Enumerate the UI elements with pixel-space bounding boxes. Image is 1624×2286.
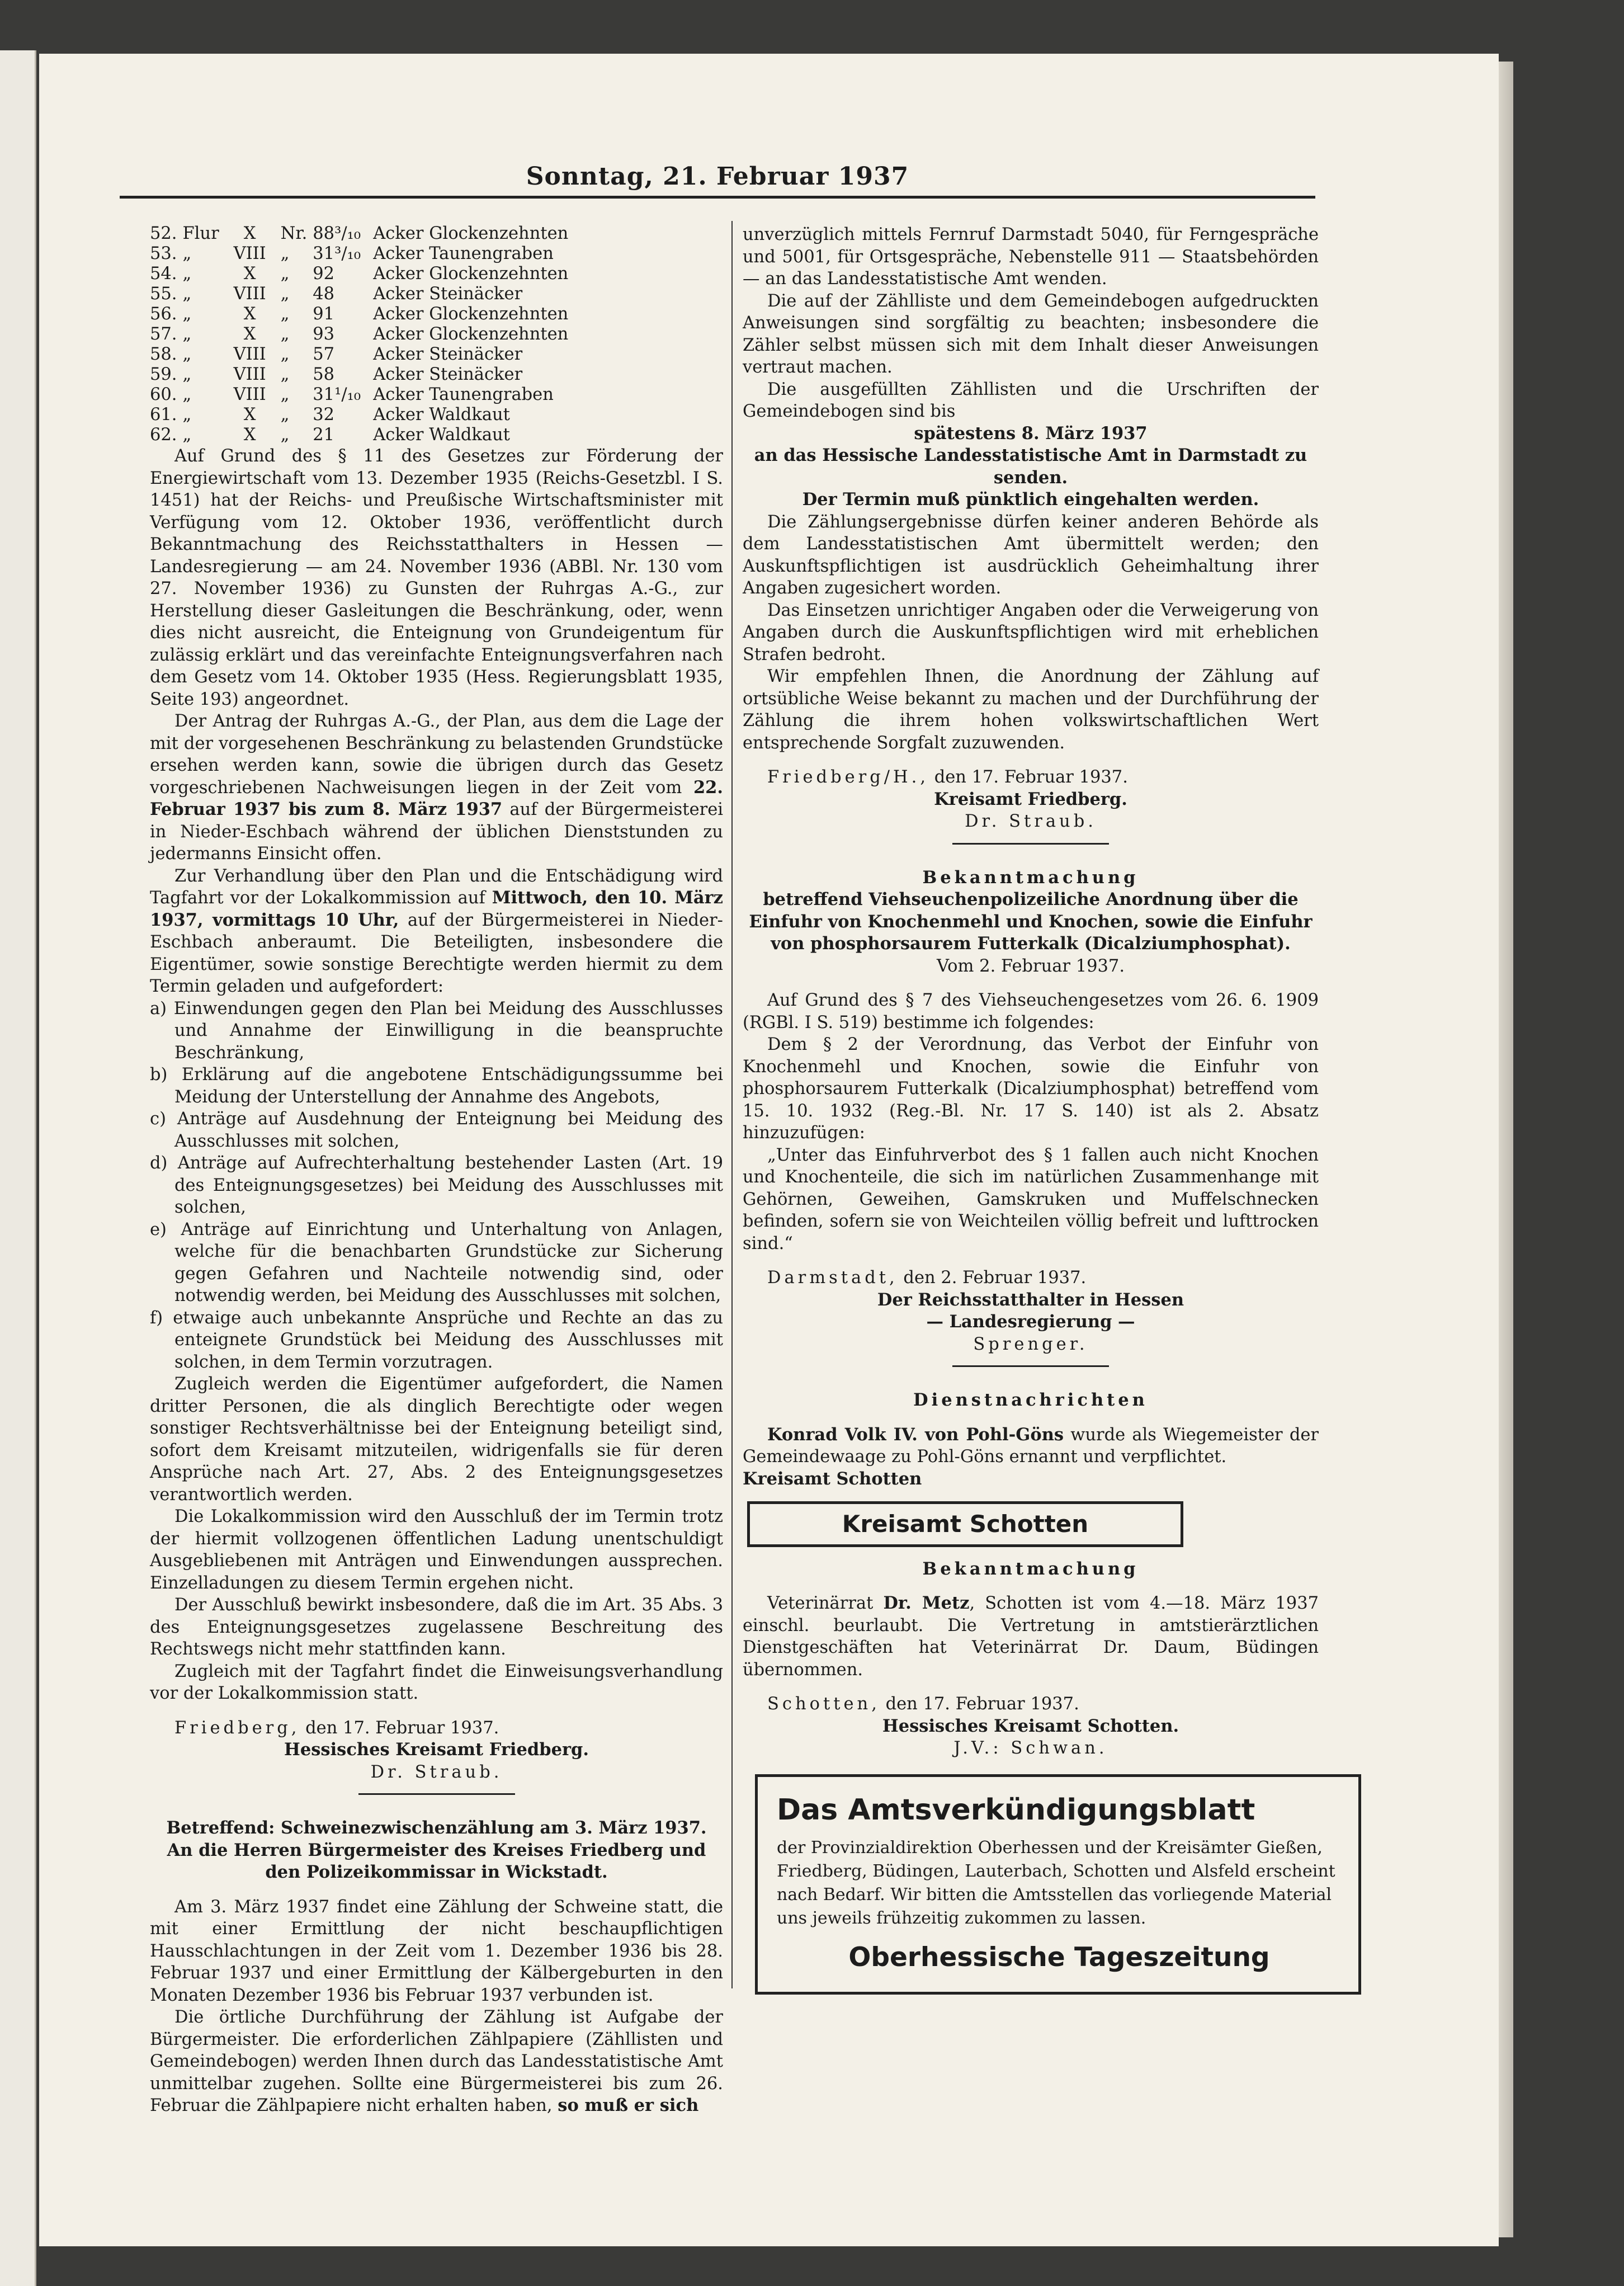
request-item: f) etwaige auch unbekannte Ansprüche und Rechte an das zu enteignete Grundstück bei Meidung des Ausschlusses mit solchen, in dem Termin vorzutragen.: [150, 1308, 723, 1372]
signature-date-line: Friedberg, den 17. Februar 1937.: [174, 1718, 499, 1738]
plot-lab: „: [280, 324, 290, 344]
notice-date: Vom 2. Februar 1937.: [936, 956, 1125, 976]
plot-sec: VIII: [233, 365, 266, 384]
plot-row: [150, 365, 574, 385]
plot-sec: VIII: [233, 284, 266, 304]
plot-flur: „: [182, 385, 192, 404]
plot-num: 31¹/₁₀: [313, 385, 361, 404]
paragraph-census-date: Am 3. März 1937 findet eine Zählung der Schweine statt, die mit einer Ermittlung der nicht beschaupflichtigen Hausschlachtungen in der Zeit vom 1. Dezember 1936 bis 28. Februar 1937 und einer Ermittlung der Kälbergeburten in den Monaten Dezember 1936 bis Februar 1937 verbunden ist.: [150, 1897, 723, 2005]
paragraph-amendment: Dem § 2 der Verordnung, das Verbot der Einfuhr von Knochenmehl und Knochen, sowie die Einfuhr von phosphorsaurem Futterkalk (Dicalziumphosphat) betreffend vom 15. 10. 1932 (Reg.-Bl. Nr. 17 S. 140) ist als 2. Absatz hinzuzufügen:: [743, 1035, 1319, 1143]
paragraph-owners: Zugleich werden die Eigentümer aufgefordert, die Namen dritter Personen, die als dinglich Berechtigte oder wegen sonstiger Rechtsverhältnisse bei der Enteignung beteiligt sind, sofort dem Kreisamt mitzuteilen, widrigenfalls sie für deren Ansprüche nach Art. 27, Abs. 2 des Enteignungsgesetzes verantwortlich werden.: [150, 1374, 723, 1505]
paragraph-commission: Die Lokalkommission wird den Ausschluß der im Termin trotz der hiermit vollzogenen öffentlichen Ladung unentschuldigt Ausgebliebenen mit Anträgen und Einwendungen aussprechen. Einzelladungen zu diesem Termin ergehen nicht.: [150, 1507, 723, 1593]
plot-desc: Acker Glockenzehnten: [373, 324, 569, 344]
plot-lab: „: [280, 405, 290, 425]
plot-sec: X: [243, 324, 256, 344]
plot-desc: Acker Glockenzehnten: [373, 224, 569, 243]
plot-sec: VIII: [233, 244, 266, 263]
plot-desc: Acker Taunengraben: [373, 244, 554, 263]
signature-office: Kreisamt Friedberg.: [934, 789, 1127, 809]
paragraph-penalties: Das Einsetzen unrichtiger Angaben oder die Verweigerung von Angaben durch die Auskunftspflichtigen wird mit erheblichen Strafen bedroht.: [743, 600, 1319, 664]
notice-title: Bekanntmachung: [922, 1558, 1139, 1579]
paragraph-leave: Veterinärrat Dr. Metz, Schotten ist vom 4.—18. März 1937 einschl. beurlaubt. Die Vertretung in amtstierärztlichen Dienstgeschäften hat Veterinärrat Dr. Daum, Büdingen übernommen.: [743, 1593, 1319, 1680]
plot-num: 88³/₁₀: [313, 224, 361, 243]
paragraph-deadline-intro: Die ausgefüllten Zähllisten und die Urschriften der Gemeindebogen sind bis: [743, 379, 1319, 421]
plot-sec: X: [243, 264, 256, 284]
plot-flur: „: [182, 284, 192, 304]
section-rule: [952, 843, 1109, 845]
plot-row: [150, 425, 574, 445]
plot-table: [150, 224, 574, 445]
deadline-date: spätestens 8. März 1937: [914, 423, 1148, 444]
plot-nr: 53.: [150, 244, 177, 263]
plot-row: [150, 324, 574, 345]
plot-lab: „: [280, 425, 290, 445]
plot-sec: X: [243, 425, 256, 445]
plot-flur: „: [182, 244, 192, 263]
box-title: Das Amtsverkündigungsblatt: [777, 1793, 1255, 1827]
plot-flur: „: [182, 405, 192, 425]
plot-sec: X: [243, 304, 256, 324]
plot-sec: X: [243, 405, 256, 425]
paragraph-appointment: Konrad Volk IV. von Pohl-Göns wurde als Wiegemeister der Gemeindewaage zu Pohl-Göns ernannt und verpflichtet.: [743, 1424, 1319, 1467]
plot-desc: Acker Steinäcker: [373, 345, 523, 364]
deadline-note: Der Termin muß pünktlich eingehalten werden.: [802, 489, 1259, 510]
plot-lab: „: [280, 284, 290, 304]
request-item: a) Einwendungen gegen den Plan bei Meidung des Ausschlusses und Annahme der Einwilligung in die beanspruchte Beschränkung,: [150, 998, 723, 1063]
plot-lab: „: [280, 345, 290, 364]
appointment-office: Kreisamt Schotten: [743, 1468, 922, 1489]
signature-date-line: Friedberg/H., den 17. Februar 1937.: [767, 767, 1128, 787]
plot-num: 31³/₁₀: [313, 244, 361, 263]
plot-num: 92: [313, 264, 335, 284]
plot-desc: Acker Waldkaut: [373, 405, 510, 425]
notice-subject: betreffend Viehseuchenpolizeiliche Anordnung über die Einfuhr von Knochenmehl und Knochen, sowie die Einfuhr von phosphorsaurem Futterkalk (Dicalziumphosphat).: [749, 889, 1313, 954]
plot-num: 91: [313, 304, 335, 324]
plot-nr: 56.: [150, 304, 177, 324]
signature-name: Dr. Straub.: [370, 1762, 503, 1782]
plot-num: 48: [313, 284, 335, 304]
left-column: [150, 224, 723, 2117]
signature-date-line: Schotten, den 17. Februar 1937.: [767, 1694, 1079, 1714]
page-header-date: Sonntag, 21. Februar 1937: [526, 162, 909, 191]
plot-num: 21: [313, 425, 335, 445]
plot-sec: VIII: [233, 345, 266, 364]
signature-name: J.V.: Schwan.: [953, 1738, 1108, 1758]
deadline-recipient: an das Hessische Landesstatistische Amt in Darmstadt zu senden.: [754, 445, 1307, 488]
plot-row: [150, 345, 574, 365]
plot-num: 93: [313, 324, 335, 344]
signature-name: Dr. Straub.: [965, 812, 1097, 831]
kreisamt-schotten-banner: Kreisamt Schotten: [747, 1501, 1183, 1547]
signature-office: Der Reichsstatthalter in Hessen: [877, 1289, 1184, 1310]
plot-desc: Acker Glockenzehnten: [373, 304, 569, 324]
plot-num: 58: [313, 365, 335, 384]
notice-subject: Betreffend: Schweinezwischenzählung am 3. März 1937.: [166, 1818, 707, 1838]
request-item: e) Anträge auf Einrichtung und Unterhaltung von Anlagen, welche für die benachbarten Grundstücke zur Sicherung gegen Gefahren und Nachteile notwendig sind, oder notwendig werden, bei Meidung des Ausschlusses mit solchen,: [150, 1219, 723, 1305]
signature-date-line: Darmstadt, den 2. Februar 1937.: [767, 1268, 1087, 1288]
signature-name: Sprenger.: [973, 1334, 1088, 1354]
request-item: d) Anträge auf Aufrechterhaltung bestehender Lasten (Art. 19 des Enteignungsgesetzes) bei Meidung des Ausschlusses mit solchen,: [150, 1153, 723, 1217]
page-stack-edge: [1499, 62, 1513, 2237]
box-text: der Provinzialdirektion Oberhessen und der Kreisämter Gießen, Friedberg, Büdingen, Lauterbach, Schotten und Alsfeld erscheint nach Bedarf. Wir bitten die Amtsstellen das vorliegende Material uns jeweils frühzeitig zukommen zu lassen.: [777, 1837, 1335, 1928]
plot-sec: VIII: [233, 385, 266, 404]
paragraph-placement: Zugleich mit der Tagfahrt findet die Einweisungsverhandlung vor der Lokalkommission statt.: [150, 1661, 723, 1703]
paragraph-quote: „Unter das Einfuhrverbot des § 1 fallen auch nicht Knochen und Knochenteile, die sich im natürlichen Zusammenhange mit Gehörnen, Geweihen, Gamskruken und Muffelschnecken befinden, sofern sie von Weichteilen völlig befreit und lufttrocken sind.“: [743, 1145, 1319, 1253]
paragraph-census-duty: Die örtliche Durchführung der Zählung ist Aufgabe der Bürgermeister. Die erforderlichen Zählpapiere (Zähllisten und Gemeindebogen) werden Ihnen durch das Landesstatistische Amt unmittelbar zugehen. Sollte eine Bürgermeisterei bis zum 26. Februar die Zählpapiere nicht erhalten haben, so muß er sich: [150, 2007, 723, 2115]
plot-desc: Acker Waldkaut: [373, 425, 510, 445]
newspaper-brand: Oberhessische Tageszeitung: [848, 1941, 1270, 1973]
paragraph-legal-basis: Auf Grund des § 11 des Gesetzes zur Förderung der Energiewirtschaft vom 13. Dezember 1935 (Reichs-Gesetzbl. I S. 1451) hat der Reichs- und Preußische Wirtschaftsminister mit Verfügung vom 12. Oktober 1936, veröffentlicht durch Bekanntmachung des Reichsstatthalters in Hessen — Landesregierung — am 24. November 1936 (ABBl. Nr. 130 vom 27. November 1936) zu Gunsten der Ruhrgas A.-G., zur Herstellung dieser Gasleitungen die Beschränkung, oder, wenn dies nicht ausreicht, die Enteignung von Grundeigentum für zulässig erklärt und das vereinfachte Enteignungsverfahren nach dem Gesetz vom 14. Oktober 1935 (Hess. Regierungsblatt 1935, Seite 193) angeordnet.: [150, 446, 723, 709]
request-list: [150, 998, 723, 1374]
plot-nr: 57.: [150, 324, 177, 344]
plot-flur: Flur: [182, 224, 219, 243]
plot-flur: „: [182, 365, 192, 384]
column-divider: [731, 221, 733, 1988]
plot-flur: „: [182, 345, 192, 364]
plot-nr: 59.: [150, 365, 177, 384]
amtsverkuendigungsblatt-box: [755, 1774, 1361, 1995]
plot-row: [150, 385, 574, 405]
notice-addressees: An die Herren Bürgermeister des Kreises Friedberg und den Polizeikommissar in Wickstadt.: [167, 1840, 706, 1882]
plot-num: 57: [313, 345, 335, 364]
right-column: [743, 224, 1335, 1995]
plot-flur: „: [182, 264, 192, 284]
plot-sec: X: [243, 224, 256, 243]
plot-row: [150, 405, 574, 425]
plot-nr: 55.: [150, 284, 177, 304]
plot-lab: „: [280, 365, 290, 384]
plot-row: [150, 224, 574, 244]
plot-row: [150, 264, 574, 284]
plot-nr: 62.: [150, 425, 177, 445]
plot-lab: „: [280, 244, 290, 263]
plot-flur: „: [182, 304, 192, 324]
plot-nr: 58.: [150, 345, 177, 364]
plot-lab: „: [280, 385, 290, 404]
plot-flur: „: [182, 425, 192, 445]
plot-desc: Acker Glockenzehnten: [373, 264, 569, 284]
plot-nr: 61.: [150, 405, 177, 425]
signature-office: Hessisches Kreisamt Friedberg.: [284, 1740, 589, 1760]
plot-nr: 52.: [150, 224, 177, 243]
paragraph-application: Der Antrag der Ruhrgas A.-G., der Plan, aus dem die Lage der mit der vorgesehenen Beschränkung zu belastenden Grundstücke ersehen werden kann, sowie die übrigen durch das Gesetz vorgeschriebenen Nachweisungen liegen in der Zeit vom 22. Februar 1937 bis zum 8. März 1937 auf der Bürgermeisterei in Nieder-Eschbach während der üblichen Dienststunden zu jedermanns Einsicht offen.: [150, 711, 724, 864]
plot-row: [150, 244, 574, 264]
plot-desc: Acker Steinäcker: [373, 365, 523, 384]
plot-lab: „: [280, 304, 290, 324]
paragraph-legal-basis: Auf Grund des § 7 des Viehseuchengesetzes vom 26. 6. 1909 (RGBl. I S. 519) bestimme ich folgendes:: [743, 991, 1319, 1033]
paragraph-confidentiality: Die Zählungsergebnisse dürfen keiner anderen Behörde als dem Landesstatistischen Amt übermittelt werden; den Auskunftspflichtigen ist ausdrücklich Geheimhaltung ihrer Angaben zugesichert worden.: [743, 512, 1319, 598]
plot-desc: Acker Taunengraben: [373, 385, 554, 404]
plot-num: 32: [313, 405, 335, 425]
request-item: c) Anträge auf Ausdehnung der Enteignung bei Meidung des Ausschlusses mit solchen,: [150, 1109, 723, 1151]
plot-row: [150, 284, 574, 304]
plot-lab: Nr.: [280, 224, 308, 243]
paragraph-hearing: Zur Verhandlung über den Plan und die Entschädigung wird Tagfahrt vor der Lokalkommission auf Mittwoch, den 10. März 1937, vormittags 10 Uhr, auf der Bürgermeisterei in Nieder-Eschbach anberaumt. Die Beteiligten, insbesondere die Eigentümer, sowie sonstige Berechtigte werden hiermit zu dem Termin geladen und aufgefordert:: [150, 866, 723, 996]
section-title: Dienstnachrichten: [913, 1390, 1148, 1410]
notice-title: Bekanntmachung: [922, 867, 1139, 888]
request-item: b) Erklärung auf die angebotene Entschädigungssumme bei Meidung der Unterstellung der Annahme des Angebots,: [150, 1065, 723, 1107]
paragraph-recommendation: Wir empfehlen Ihnen, die Anordnung der Zählung auf ortsübliche Weise bekannt zu machen und der Durchführung der Zählung die ihrem hohen volkswirtschaftlichen Wert entsprechende Sorgfalt zuzuwenden.: [743, 667, 1319, 753]
plot-flur: „: [182, 324, 192, 344]
plot-row: [150, 304, 574, 324]
signature-office: Hessisches Kreisamt Schotten.: [882, 1715, 1179, 1736]
plot-nr: 54.: [150, 264, 177, 284]
header-rule: [120, 196, 1315, 199]
plot-nr: 60.: [150, 385, 177, 404]
paragraph-phone: unverzüglich mittels Fernruf Darmstadt 5040, für Ferngespräche und 5001, für Ortsgespräche, Nebenstelle 911 — Staatsbehörden — an das Landesstatistische Amt wenden.: [743, 225, 1319, 289]
section-rule: [358, 1793, 515, 1795]
section-rule: [952, 1365, 1109, 1367]
plot-desc: Acker Steinäcker: [373, 284, 523, 304]
plot-lab: „: [280, 264, 290, 284]
paragraph-instructions: Die auf der Zählliste und dem Gemeindebogen aufgedruckten Anweisungen sind sorgfältig zu beachten; insbesondere die Zähler selbst müssen sich mit dem Inhalt dieser Anweisungen vertraut machen.: [743, 291, 1319, 377]
paragraph-exclusion: Der Ausschluß bewirkt insbesondere, daß die im Art. 35 Abs. 3 des Enteignungsgesetzes zugelassene Beschreitung des Rechtswegs nicht mehr stattfinden kann.: [150, 1595, 723, 1659]
adjacent-page-edge: [0, 50, 36, 2286]
signature-suboffice: — Landesregierung —: [926, 1312, 1135, 1332]
